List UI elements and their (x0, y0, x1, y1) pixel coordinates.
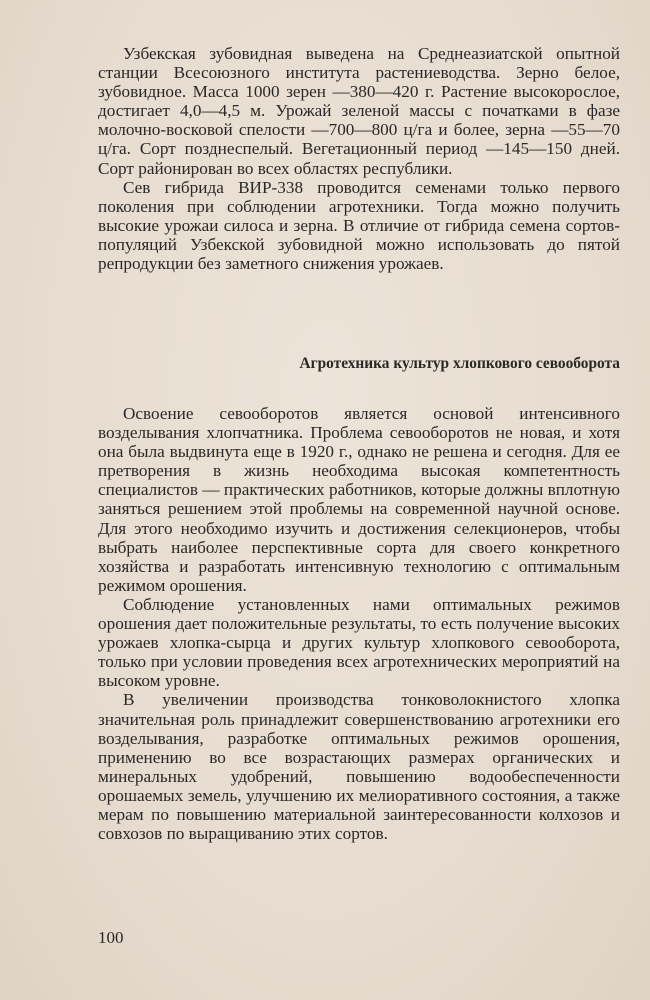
paragraph: Соблюдение установленных нами оптимальных режимов орошения дает положительные результаты, то есть получение высоких урожаев хлопка-сырца и других культур хлопкового севооборота, только при условии проведения всех агротехнических мероприятий на высоком уровне. (98, 594, 620, 691)
page-number: 100 (98, 928, 124, 947)
paragraph: Освоение севооборотов является основой интенсивного возделывания хлопчатника. Проблема севооборотов не новая, и хотя она была выдвинута еще в 1920 г., однако не решена и сегодня. Для ее претворения в жизнь необходима высокая компетентность специалистов — практических работников, которые должны вплотную заняться решением этой проблемы на современной научной основе. Для этого необходимо изучить и достижения селекционеров, чтобы выбрать наиболее перспективные сорта для своего конкретного хозяйства и разработать интенсивную технологию с оптимальным режимом орошения. (98, 404, 620, 595)
section-heading: Агротехника культур хлопкового севооборота (299, 355, 620, 372)
paragraph: Узбекская зубовидная выведена на Среднеазиатской опытной станции Всесоюзного института растениеводства. Зерно белое, зубовидное. Масса 1000 зерен —380—420 г. Растение высокорослое, достигает 4,0—4,5 м. Урожай зеленой массы с початками в фазе молочно-восковой спелости —700—800 ц/га и более, зерна —55—70 ц/га. Сорт позднеспелый. Вегетационный период —145—150 дней. Сорт районирован во всех областях республики. (98, 44, 620, 178)
section-corn-varieties (98, 44, 620, 273)
paragraph: В увеличении производства тонковолокнистого хлопка значительная роль принадлежит совершенствованию агротехники его возделывания, разработке оптимальных режимов орошения, применению во все возрастающих размерах органических и минеральных удобрений, повышению водообеспеченности орошаемых земель, улучшению их мелиоративного состояния, а также мерам по повышению материальной заинтересованности колхозов и совхозов по выращиванию этих сортов. (98, 690, 620, 844)
section-agrotechnics (98, 404, 620, 843)
paragraph: Сев гибрида ВИР-338 проводится семенами только первого поколения при соблюдении агротехники. Тогда можно получить высокие урожаи силоса и зерна. В отличие от гибрида семена сортов-популяций Узбекской зубовидной можно использовать до пятой репродукции без заметного снижения урожаев. (98, 177, 620, 274)
